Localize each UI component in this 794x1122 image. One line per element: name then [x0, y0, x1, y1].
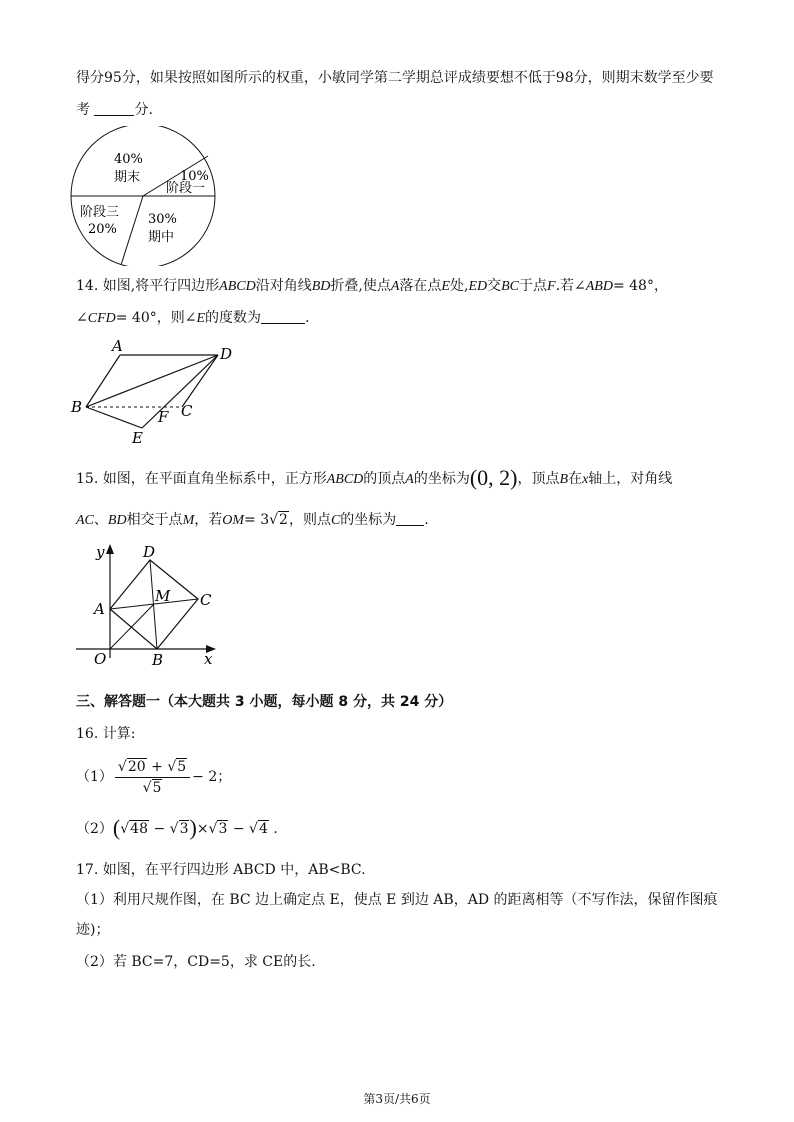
q15-text: 的顶点	[363, 471, 406, 487]
radicand: 3	[218, 821, 228, 837]
radicand: 48	[130, 821, 148, 837]
operator: +	[146, 758, 168, 775]
pie-label-stage1-pct: 10%	[180, 169, 209, 184]
math-var: B	[559, 472, 569, 487]
q14-text: 14. 如图,将平行四边形	[76, 278, 220, 294]
math-var: x	[582, 472, 589, 487]
q17-line-1: 17. 如图，在平行四边形 ABCD 中，AB<BC.	[76, 862, 366, 878]
q15-text: = 3	[244, 512, 270, 528]
paren: )	[189, 815, 197, 840]
pie-label-final-pct: 40%	[114, 152, 143, 167]
math-var: AC	[76, 513, 94, 528]
math-var: E	[196, 311, 206, 326]
q15-text: ，顶点	[517, 471, 560, 487]
math-var: C	[330, 513, 341, 528]
operator: −	[149, 821, 170, 837]
expression-tail: − 2；	[192, 769, 232, 785]
q15-text: ，若	[194, 512, 223, 528]
radicand: 5	[177, 758, 187, 775]
point-label-C: C	[181, 402, 193, 420]
q17-line-3: 迹)；	[76, 922, 110, 938]
q16-part-2: （2）(√48 − √3)×√3 − √4 .	[76, 815, 278, 840]
q15-line-1	[76, 465, 673, 490]
q15-text: 的坐标为	[413, 471, 470, 487]
math-var: E	[441, 279, 450, 294]
q15-text: ，则点	[288, 512, 331, 528]
q14-text: 交	[487, 278, 502, 294]
math-var: A	[405, 472, 414, 487]
math-var: F	[547, 279, 556, 294]
figure-15	[70, 540, 230, 670]
q14-text: 于点	[519, 278, 547, 294]
q14-text: .	[305, 310, 310, 326]
math-var: BC	[501, 279, 519, 294]
math-var: BD	[311, 279, 331, 294]
math-var: BD	[107, 513, 127, 528]
q13-text: 分.	[134, 102, 153, 118]
radicand: 2	[279, 512, 288, 528]
q14-text: 折叠,使点	[330, 278, 391, 294]
q15-text: 轴上，对角线	[588, 471, 673, 487]
pie-chart	[68, 126, 222, 266]
q14-text: 的度数为	[205, 310, 262, 326]
q16-title: 16. 计算:	[76, 726, 136, 742]
radicand: 5	[152, 779, 162, 796]
math-var: ABCD	[326, 472, 364, 487]
point-label-D: D	[143, 543, 156, 561]
radicand: 3	[179, 821, 189, 837]
segment-ED	[142, 355, 218, 428]
q16-part-1	[76, 756, 231, 798]
pie-label-mid-pct: 30%	[148, 212, 177, 227]
math-var: ED	[468, 279, 488, 294]
part-label: （1）	[76, 769, 113, 785]
q15-text: .	[424, 512, 429, 528]
point-label-C: C	[200, 591, 212, 609]
q15-text: 、	[93, 512, 108, 528]
paren: (	[112, 815, 121, 840]
q14-text: 沿对角线	[255, 278, 312, 294]
pie-label-mid: 期中	[148, 230, 175, 245]
point-label-D: D	[220, 345, 233, 363]
pie-slice-divider	[121, 196, 143, 265]
q13-text: 考	[76, 102, 90, 118]
math-var: ABD	[585, 279, 613, 294]
point-label-B: B	[152, 651, 164, 669]
point-label-M: M	[155, 587, 171, 605]
segment-DC	[182, 355, 218, 407]
answer-blank	[396, 511, 424, 526]
q13-line-1: 得分95分，如果按照如图所示的权重，小敏同学第二学期总评成绩要想不低于98分，则期末数学至少要	[76, 70, 714, 86]
point-label-B: B	[71, 398, 83, 416]
q14-text: 处,	[449, 278, 469, 294]
point-label-A: A	[112, 338, 123, 355]
q15-text: 的坐标为	[340, 512, 397, 528]
y-axis-arrow	[106, 544, 114, 554]
pie-label-stage3-pct: 20%	[88, 222, 117, 237]
segment-OM	[110, 604, 154, 649]
segment-BD	[86, 355, 218, 407]
q14-text: = 40°，则∠	[115, 310, 197, 326]
coordinate: (0, 2)	[469, 465, 518, 490]
q14-line-1	[76, 276, 668, 297]
axis-label-x: x	[204, 650, 213, 668]
q14-line-2	[76, 308, 309, 329]
operator: −	[228, 821, 250, 837]
q17-line-4: （2）若 BC=7，CD=5，求 CE的长.	[76, 954, 316, 970]
q14-text: = 48°，	[612, 278, 668, 294]
q15-text: 15. 如图，在平面直角坐标系中，正方形	[76, 471, 327, 487]
q14-text: 落在点	[399, 278, 442, 294]
radicand: 20	[127, 758, 146, 775]
answer-blank	[261, 309, 305, 324]
math-var: OM	[222, 513, 245, 528]
q15-text: 在	[568, 471, 583, 487]
segment-BE	[86, 407, 142, 428]
point-label-O: O	[94, 650, 107, 668]
math-var: M	[182, 513, 195, 528]
answer-blank	[94, 101, 134, 116]
part-label: （2）	[76, 821, 113, 837]
math-var: ABCD	[219, 279, 256, 294]
pie-label-stage1: 阶段一	[166, 181, 206, 196]
math-var: CFD	[87, 311, 116, 326]
q17-line-2: （1）利用尺规作图，在 BC 边上确定点 E，使点 E 到边 AB，AD 的距离相等（不写作法，保留作图痕	[76, 892, 718, 908]
q15-text: 相交于点	[126, 512, 183, 528]
q14-text: ∠	[76, 310, 88, 326]
axis-label-y: y	[96, 543, 105, 561]
point-label-E: E	[132, 429, 143, 447]
section-heading: 三、解答题一（本大题共 3 小题，每小题 8 分，共 24 分）	[76, 694, 453, 710]
figure-14	[66, 338, 246, 450]
radicand: 4	[258, 821, 268, 837]
point-label-A: A	[94, 600, 105, 618]
operator: ×	[196, 821, 209, 837]
page-footer: 第3页/共6页	[363, 1092, 431, 1106]
q15-line-2: AC、BD相交于点M，若OM= 3√2，则点C的坐标为 .	[76, 512, 429, 528]
pie-label-final: 期末	[114, 170, 141, 185]
fraction: $\frac{√20 + √5}{√5}$	[115, 757, 190, 798]
q13-line-2	[76, 100, 153, 120]
point-label-F: F	[158, 408, 169, 426]
q14-text: .若∠	[555, 278, 586, 294]
pie-label-stage3: 阶段三	[80, 205, 120, 220]
segment-AB	[86, 355, 120, 407]
math-var: A	[390, 279, 400, 294]
punctuation: .	[268, 821, 278, 837]
